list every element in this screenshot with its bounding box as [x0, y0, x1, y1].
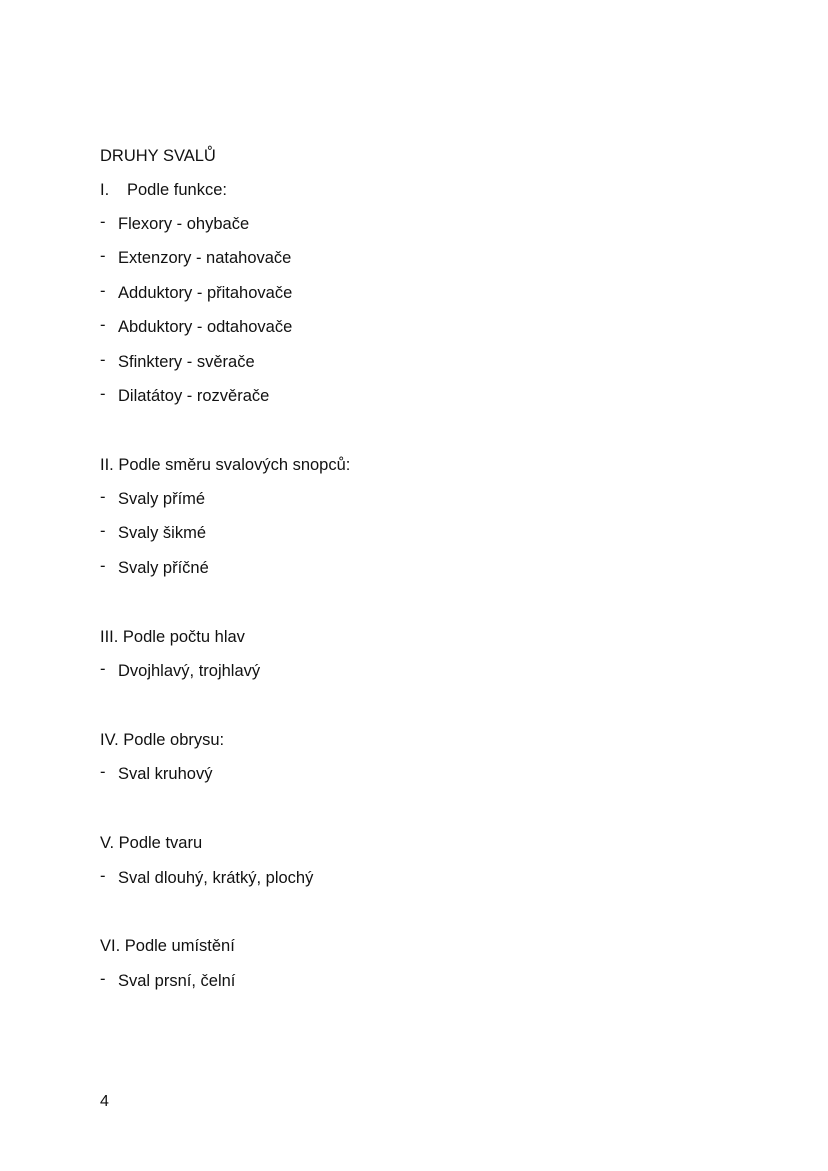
page-number: 4 [100, 1093, 109, 1110]
dash-bullet-icon: - [100, 522, 106, 540]
section-heading-3: III. Podle počtu hlav [100, 628, 245, 646]
list-item-text: Svaly příčné [118, 559, 209, 577]
list-item-text: Adduktory - přitahovače [118, 284, 293, 302]
list-item-text: Sval kruhový [118, 765, 213, 783]
dash-bullet-icon: - [100, 213, 106, 231]
dash-bullet-icon: - [100, 557, 106, 575]
section-heading-5: V. Podle tvaru [100, 834, 203, 852]
section-heading-6: VI. Podle umístění [100, 937, 235, 955]
dash-bullet-icon: - [100, 660, 106, 678]
dash-bullet-icon: - [100, 763, 106, 781]
list-item-text: Dilatátoy - rozvěrače [118, 387, 270, 405]
section-heading-4: IV. Podle obrysu: [100, 731, 225, 749]
dash-bullet-icon: - [100, 247, 106, 265]
list-item-text: Dvojhlavý, trojhlavý [118, 662, 261, 680]
dash-bullet-icon: - [100, 282, 106, 300]
list-item-text: Svaly šikmé [118, 524, 207, 542]
list-item-text: Svaly přímé [118, 490, 206, 508]
document-title: DRUHY SVALŮ [100, 147, 216, 165]
list-item-text: Sval prsní, čelní [118, 972, 236, 990]
dash-bullet-icon: - [100, 488, 106, 506]
section-heading-text: Podle funkce: [127, 181, 227, 199]
dash-bullet-icon: - [100, 316, 106, 334]
section-numeral: I. [100, 181, 110, 199]
list-item-text: Sfinktery - svěrače [118, 353, 255, 371]
dash-bullet-icon: - [100, 970, 106, 988]
dash-bullet-icon: - [100, 867, 106, 885]
dash-bullet-icon: - [100, 385, 106, 403]
list-item-text: Flexory - ohybače [118, 215, 250, 233]
section-heading-2: II. Podle směru svalových snopců: [100, 456, 351, 474]
list-item-text: Sval dlouhý, krátký, plochý [118, 869, 314, 887]
dash-bullet-icon: - [100, 351, 106, 369]
list-item-text: Abduktory - odtahovače [118, 318, 293, 336]
list-item-text: Extenzory - natahovače [118, 249, 292, 267]
